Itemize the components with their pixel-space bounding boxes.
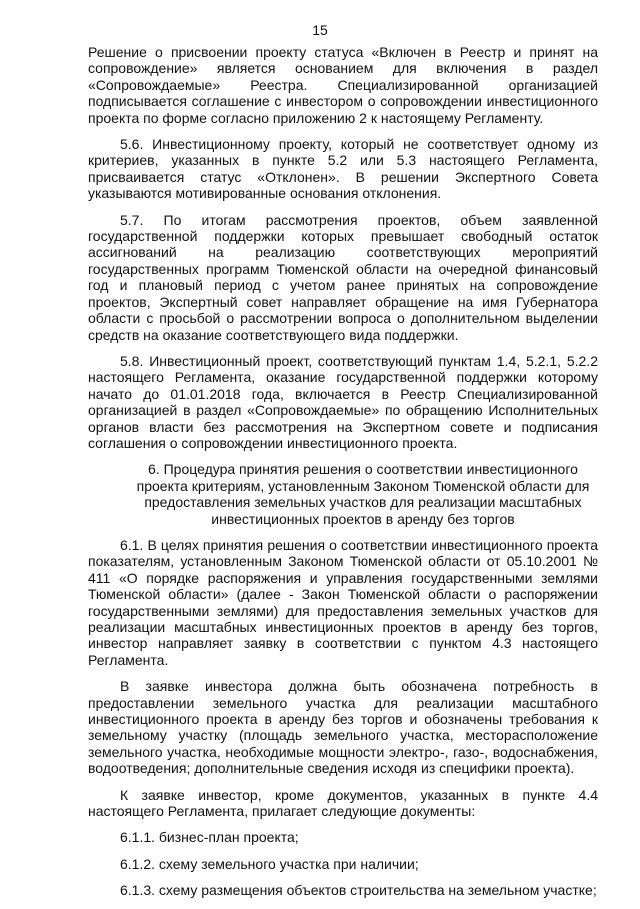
document-body (88, 44, 598, 909)
list-item: 6.1.2. схему земельного участка при наличии; (120, 855, 419, 872)
paragraph-attached-documents: К заявке инвестор, кроме документов, указанных в пункте 4.4 настоящего Регламента, прилагает следующие документы: (88, 786, 598, 820)
paragraph-5-7: 5.7. По итогам рассмотрения проектов, объем заявленной государственной поддержки которых превышает свободный остаток ассигнований на реализацию соответствующих мероприятий государственных программ Тюменской области на очередной финансовый год и плановый период с учетом ранее принятых на сопровождение проектов, Экспертный совет направляет обращение на имя Губернатора области с просьбой о рассмотрении вопроса о дополнительном выделении средств на оказание соответствующего вида поддержки. (88, 211, 598, 343)
list-item: 6.1.3. схему размещения объектов строительства на земельном участке; (120, 882, 597, 899)
paragraph-application-requirements: В заявке инвестора должна быть обозначена потребность в предоставлении земельного участка для реализации масштабного инвестиционного проекта в аренду без торгов и обозначены требования к земельному участку (площадь земельного участка, месторасположение земельного участка, необходимые мощности электро-, газо-, водоснабжения, водоотведения; дополнительные сведения исходя из специфики проекта). (88, 678, 598, 777)
list-item: 6.1.1. бизнес-план проекта; (120, 829, 299, 846)
paragraph-5-6: 5.6. Инвестиционному проекту, который не соответствует одному из критериев, указанных в пункте 5.2 или 5.3 настоящего Регламента, присваивается статус «Отклонен». В решении Экспертного Совета указываются мотивированные основания отклонения. (88, 136, 598, 202)
section-heading: 6. Процедура принятия решения о соответствии инвестиционного проекта критериям, установленным Законом Тюменской области для предоставления земельных участков для реализации масштабных инвестиционных проектов в аренду без торгов (136, 461, 590, 527)
paragraph-6-1: 6.1. В целях принятия решения о соответствии инвестиционного проекта показателям, установленным Законом Тюменской области от 05.10.2001 № 411 «О порядке распоряжения и управления государственными землями Тюменской области» (далее - Закон Тюменской области о распоряжении государственными землями) для предоставления земельных участков для реализации масштабных инвестиционных проектов в аренду без торгов, инвестор направляет заявку в соответствии с пунктом 4.3 настоящего Регламента. (88, 536, 598, 668)
paragraph-decision: Решение о присвоении проекту статуса «Включен в Реестр и принят на сопровождение» является основанием для включения в раздел «Сопровождаемые» Реестра. Специализированной организацией подписывается соглашение с инвестором о сопровождении инвестиционного проекта по форме согласно приложению 2 к настоящему Регламенту. (88, 44, 598, 126)
page-number: 15 (312, 22, 328, 38)
paragraph-5-8: 5.8. Инвестиционный проект, соответствующий пунктам 1.4, 5.2.1, 5.2.2 настоящего Регламента, оказание государственной поддержки которому начато до 01.01.2018 года, включается в Реестр Специализированной организацией в раздел «Сопровождаемые» по обращению Исполнительных органов власти без рассмотрения на Экспертном совете и подписания соглашения о сопровождении инвестиционного проекта. (88, 352, 598, 451)
